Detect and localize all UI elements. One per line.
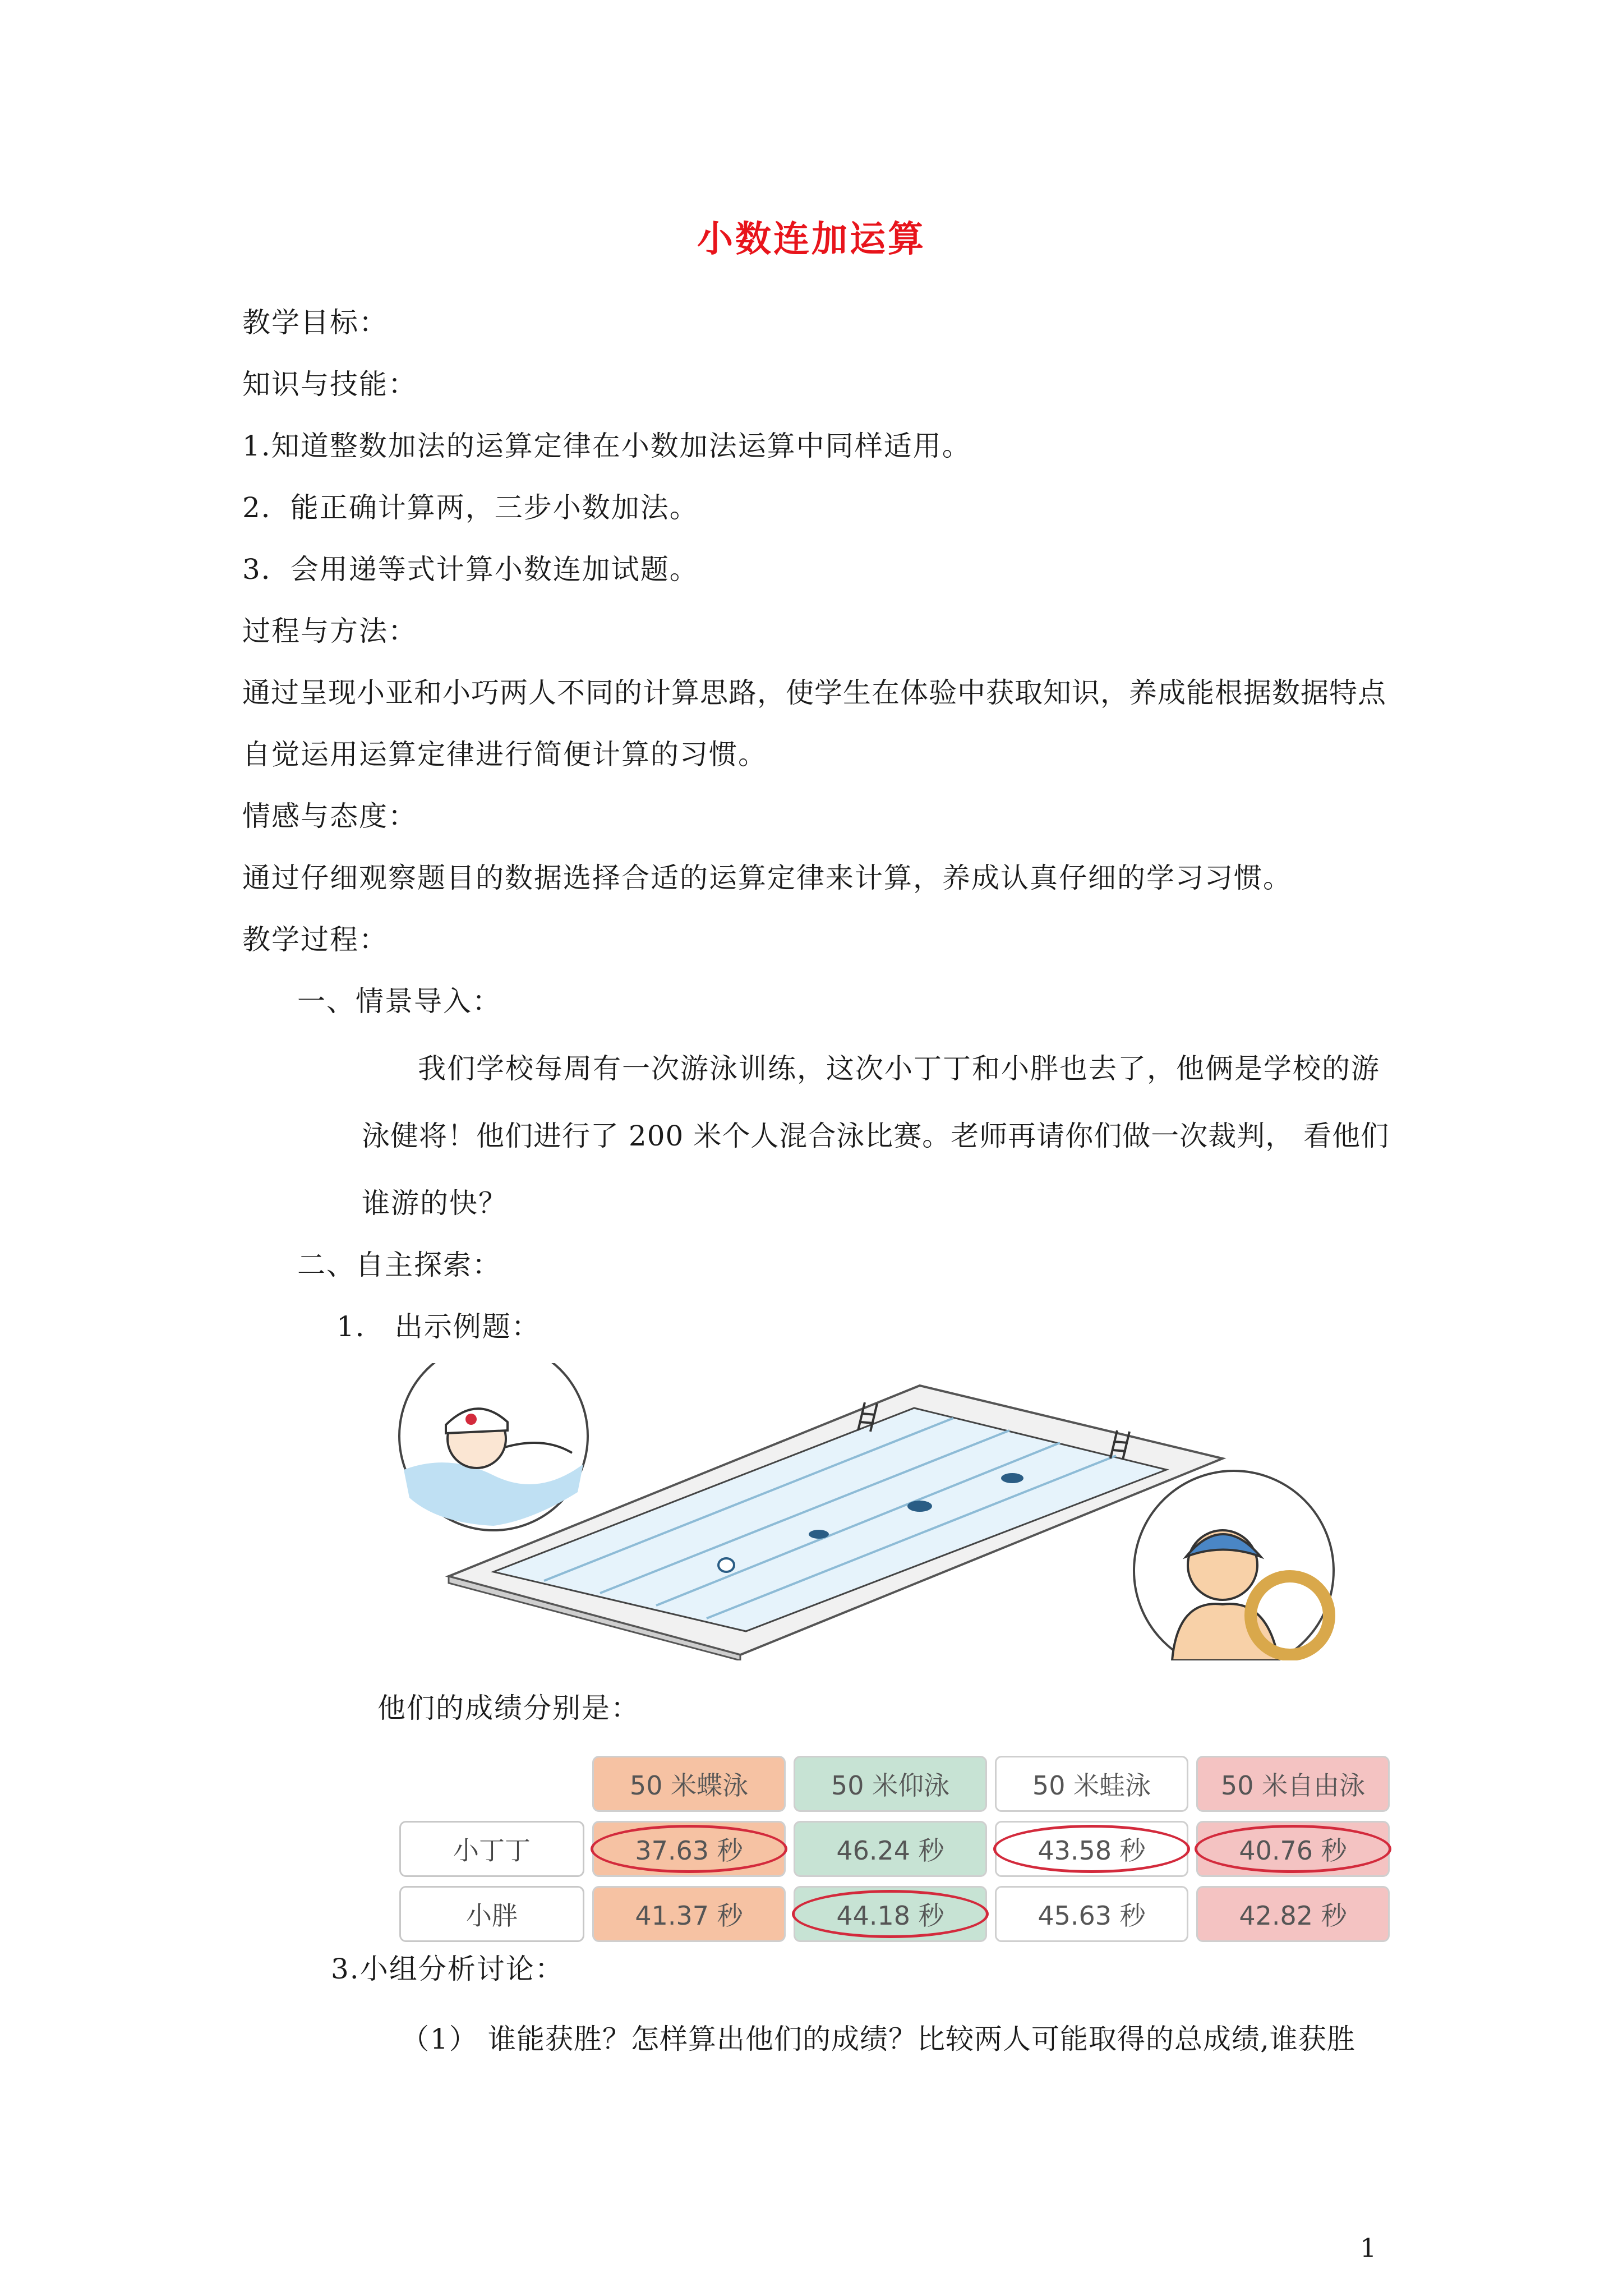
score-value: 41.37 秒 [635,1901,743,1931]
column-header [1196,1756,1390,1812]
goals-heading: 教学目标： [242,306,388,339]
process-text-line: 通过呈现小亚和小巧两人不同的计算思路，使学生在体验中获取知识，养成能根据数据特点 [242,677,1386,709]
highlight-circle [1195,1825,1391,1873]
score-table [399,1756,1390,1942]
knowledge-item: 1.知道整数加法的运算定律在小数加法运算中同样适用。 [242,430,971,462]
score-value: 40.76 秒 [1239,1835,1347,1866]
section1-text-line: 我们学校每周有一次游泳训练，这次小丁丁和小胖也去了，他俩是学校的游 [418,1052,1380,1085]
knowledge-item: 2．能正确计算两，三步小数加法。 [242,491,699,524]
score-value: 43.58 秒 [1038,1835,1146,1866]
highlight-circle [792,1890,989,1938]
section2-heading: 二、自主探索： [297,1249,501,1281]
highlight-circle [591,1825,787,1873]
column-header [794,1756,987,1812]
column-header [592,1756,786,1812]
question-number: （1） [401,2023,478,2055]
score-value: 44.18 秒 [836,1901,944,1931]
results-caption: 他们的成绩分别是： [377,1692,640,1724]
score-cell [1196,1821,1390,1877]
score-cell [592,1821,786,1877]
teaching-heading: 教学过程： [242,923,388,956]
section1-text-line: 谁游的快？ [362,1187,508,1220]
knowledge-item: 3．会用递等式计算小数连加试题。 [242,553,699,586]
score-value: 46.24 秒 [836,1835,944,1866]
emotion-heading: 情感与态度： [242,800,417,832]
page-number: 1 [1360,2233,1377,2263]
score-value: 37.63 秒 [635,1835,743,1866]
emotion-text: 通过仔细观察题目的数据选择合适的运算定律来计算，养成认真仔细的学习习惯。 [242,862,1292,894]
section1-heading: 一、情景导入： [297,985,501,1018]
table-corner [399,1756,584,1812]
swimming-pool-illustration [393,1363,1346,1660]
highlight-circle [993,1825,1190,1873]
page-title: 小数连加运算 [697,218,926,260]
row-name-label: 小丁丁 [453,1835,531,1866]
example-label: 1． 出示例题： [336,1310,541,1343]
score-value: 42.82 秒 [1239,1901,1347,1931]
column-header [995,1756,1188,1812]
knowledge-heading: 知识与技能： [242,368,417,401]
score-cell [794,1886,987,1942]
section1-text-line: 泳健将！他们进行了 200 米个人混合泳比赛。老师再请你们做一次裁判， 看他们 [362,1120,1390,1152]
row-name-cell [399,1886,584,1942]
score-cell [794,1821,987,1877]
column-header-label: 50 米仰泳 [831,1770,950,1801]
score-value: 45.63 秒 [1038,1901,1146,1931]
column-header-label: 50 米自由泳 [1220,1770,1366,1801]
process-text-line: 自觉运用运算定律进行简便计算的习惯。 [242,738,767,771]
row-name-label: 小胖 [466,1901,518,1931]
column-header-label: 50 米蛙泳 [1032,1770,1151,1801]
column-header-label: 50 米蝶泳 [629,1770,749,1801]
score-cell [995,1886,1188,1942]
question-text: 谁能获胜？怎样算出他们的成绩？比较两人可能取得的总成绩,谁获胜 [488,2023,1355,2055]
score-cell [1196,1886,1390,1942]
score-cell [592,1886,786,1942]
score-cell [995,1821,1188,1877]
process-heading: 过程与方法： [242,615,417,647]
discussion-heading: 3.小组分析讨论： [331,1953,564,1985]
row-name-cell [399,1821,584,1877]
